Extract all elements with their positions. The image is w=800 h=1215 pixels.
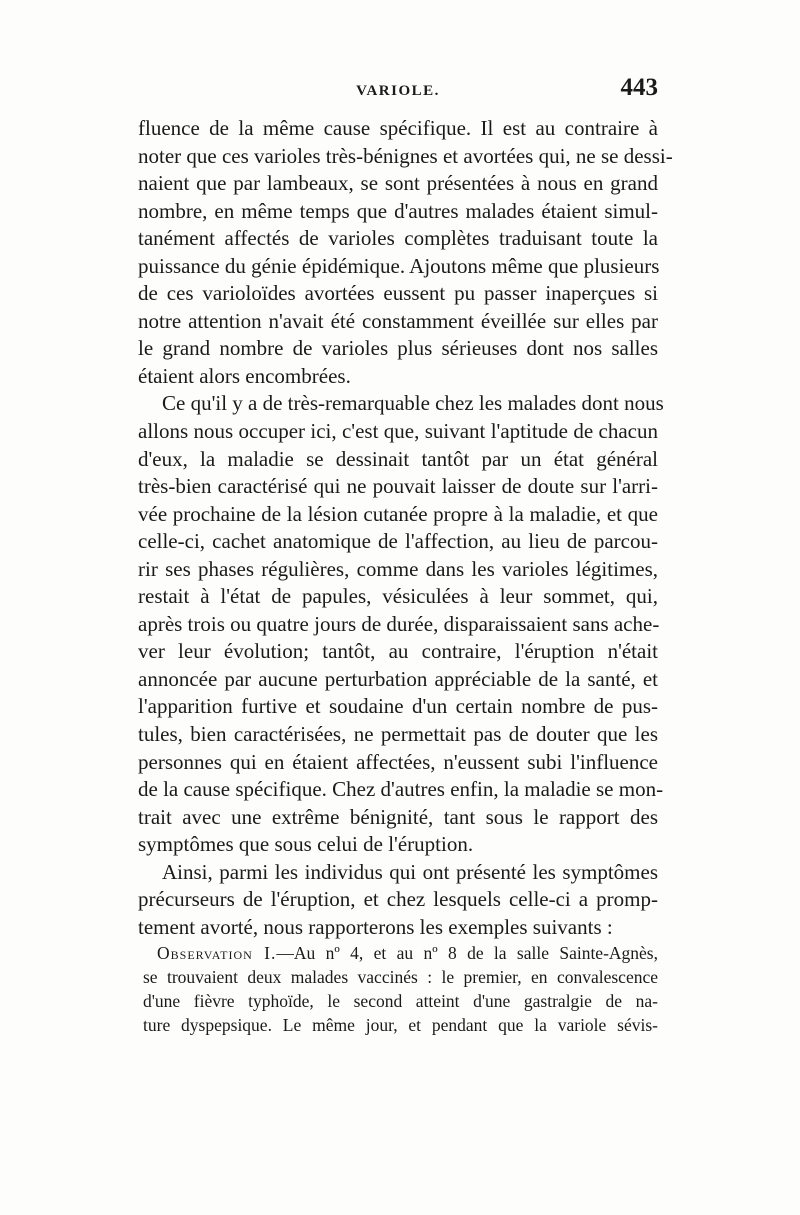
text-line: annoncée par aucune perturbation appréciable de la santé, et: [138, 666, 658, 691]
observation-line: ture dyspepsique. Le même jour, et pendant que la variole sévis-: [143, 1015, 658, 1035]
observation-line: se trouvaient deux malades vaccinés : le premier, en convalescence: [143, 967, 658, 987]
text-line: tules, bien caractérisées, ne permettait pas de douter que les: [138, 722, 658, 747]
text-line: Ce qu'il y a de très-remarquable chez les malades dont nous: [162, 391, 664, 416]
text-line: fluence de la même cause spécifique. Il est au contraire à: [138, 116, 658, 140]
text-line: après trois ou quatre jours de durée, disparaissaient sans ache-: [138, 611, 660, 636]
observation-label: Observation I.: [157, 943, 277, 963]
text-line: de ces varioloïdes avortées eussent pu passer inaperçues si: [138, 281, 658, 306]
text-line: Ainsi, parmi les individus qui ont présenté les symptômes: [162, 859, 658, 884]
text-line: nombre, en même temps que d'autres malades étaient simul-: [138, 198, 658, 223]
running-header: [138, 74, 658, 110]
text-line: le grand nombre de varioles plus sérieuses dont nos salles: [138, 336, 658, 361]
text-line: celle-ci, cachet anatomique de l'affection, au lieu de parcou-: [138, 529, 658, 554]
text-line: très-bien caractérisé qui ne pouvait laisser de doute sur l'arri-: [138, 474, 658, 499]
observation-line: d'une fièvre typhoïde, le second atteint d'une gastralgie de na-: [143, 991, 658, 1011]
text-line: allons nous occuper ici, c'est que, suivant l'aptitude de chacun: [138, 419, 658, 444]
observation-first-line: [143, 941, 658, 965]
text-line: tanément affectés de varioles complètes traduisant toute la: [138, 226, 658, 251]
text-line: vée prochaine de la lésion cutanée propre à la maladie, et que: [138, 501, 658, 526]
text-line: restait à l'état de papules, vésiculées à leur sommet, qui,: [138, 584, 658, 609]
text-line: symptômes que sous celui de l'éruption.: [138, 832, 474, 857]
text-line: notre attention n'avait été constamment éveillée sur elles par: [138, 308, 658, 333]
text-line: tement avorté, nous rapporterons les exemples suivants :: [138, 914, 613, 939]
text-line: précurseurs de l'éruption, et chez lesquels celle-ci a promp-: [138, 887, 658, 912]
text-line: naient que par lambeaux, se sont présentées à nous en grand: [138, 171, 658, 196]
text-line: personnes qui en étaient affectées, n'eussent subi l'influence: [138, 749, 658, 774]
text-line: étaient alors encombrées.: [138, 363, 351, 388]
observation-text: —Au nº 4, et au nº 8 de la salle Sainte-Agnès,: [276, 943, 658, 963]
text-line: de la cause spécifique. Chez d'autres enfin, la maladie se mon-: [138, 777, 664, 802]
running-title: VARIOLE.: [356, 83, 440, 99]
text-line: d'eux, la maladie se dessinait tantôt par un état général: [138, 446, 658, 471]
text-line: trait avec une extrême bénignité, tant sous le rapport des: [138, 804, 658, 829]
main-text: [138, 115, 673, 941]
text-line: puissance du génie épidémique. Ajoutons même que plusieurs: [138, 253, 660, 278]
text-line: noter que ces varioles très-bénignes et avortées qui, ne se dessi-: [138, 143, 673, 168]
text-line: l'apparition furtive et soudaine d'un certain nombre de pus-: [138, 694, 658, 719]
observation-block: [143, 941, 658, 1037]
page-number: 443: [620, 74, 658, 101]
text-line: ver leur évolution; tantôt, au contraire, l'éruption n'était: [138, 639, 658, 664]
text-line: rir ses phases régulières, comme dans les varioles légitimes,: [138, 556, 658, 581]
